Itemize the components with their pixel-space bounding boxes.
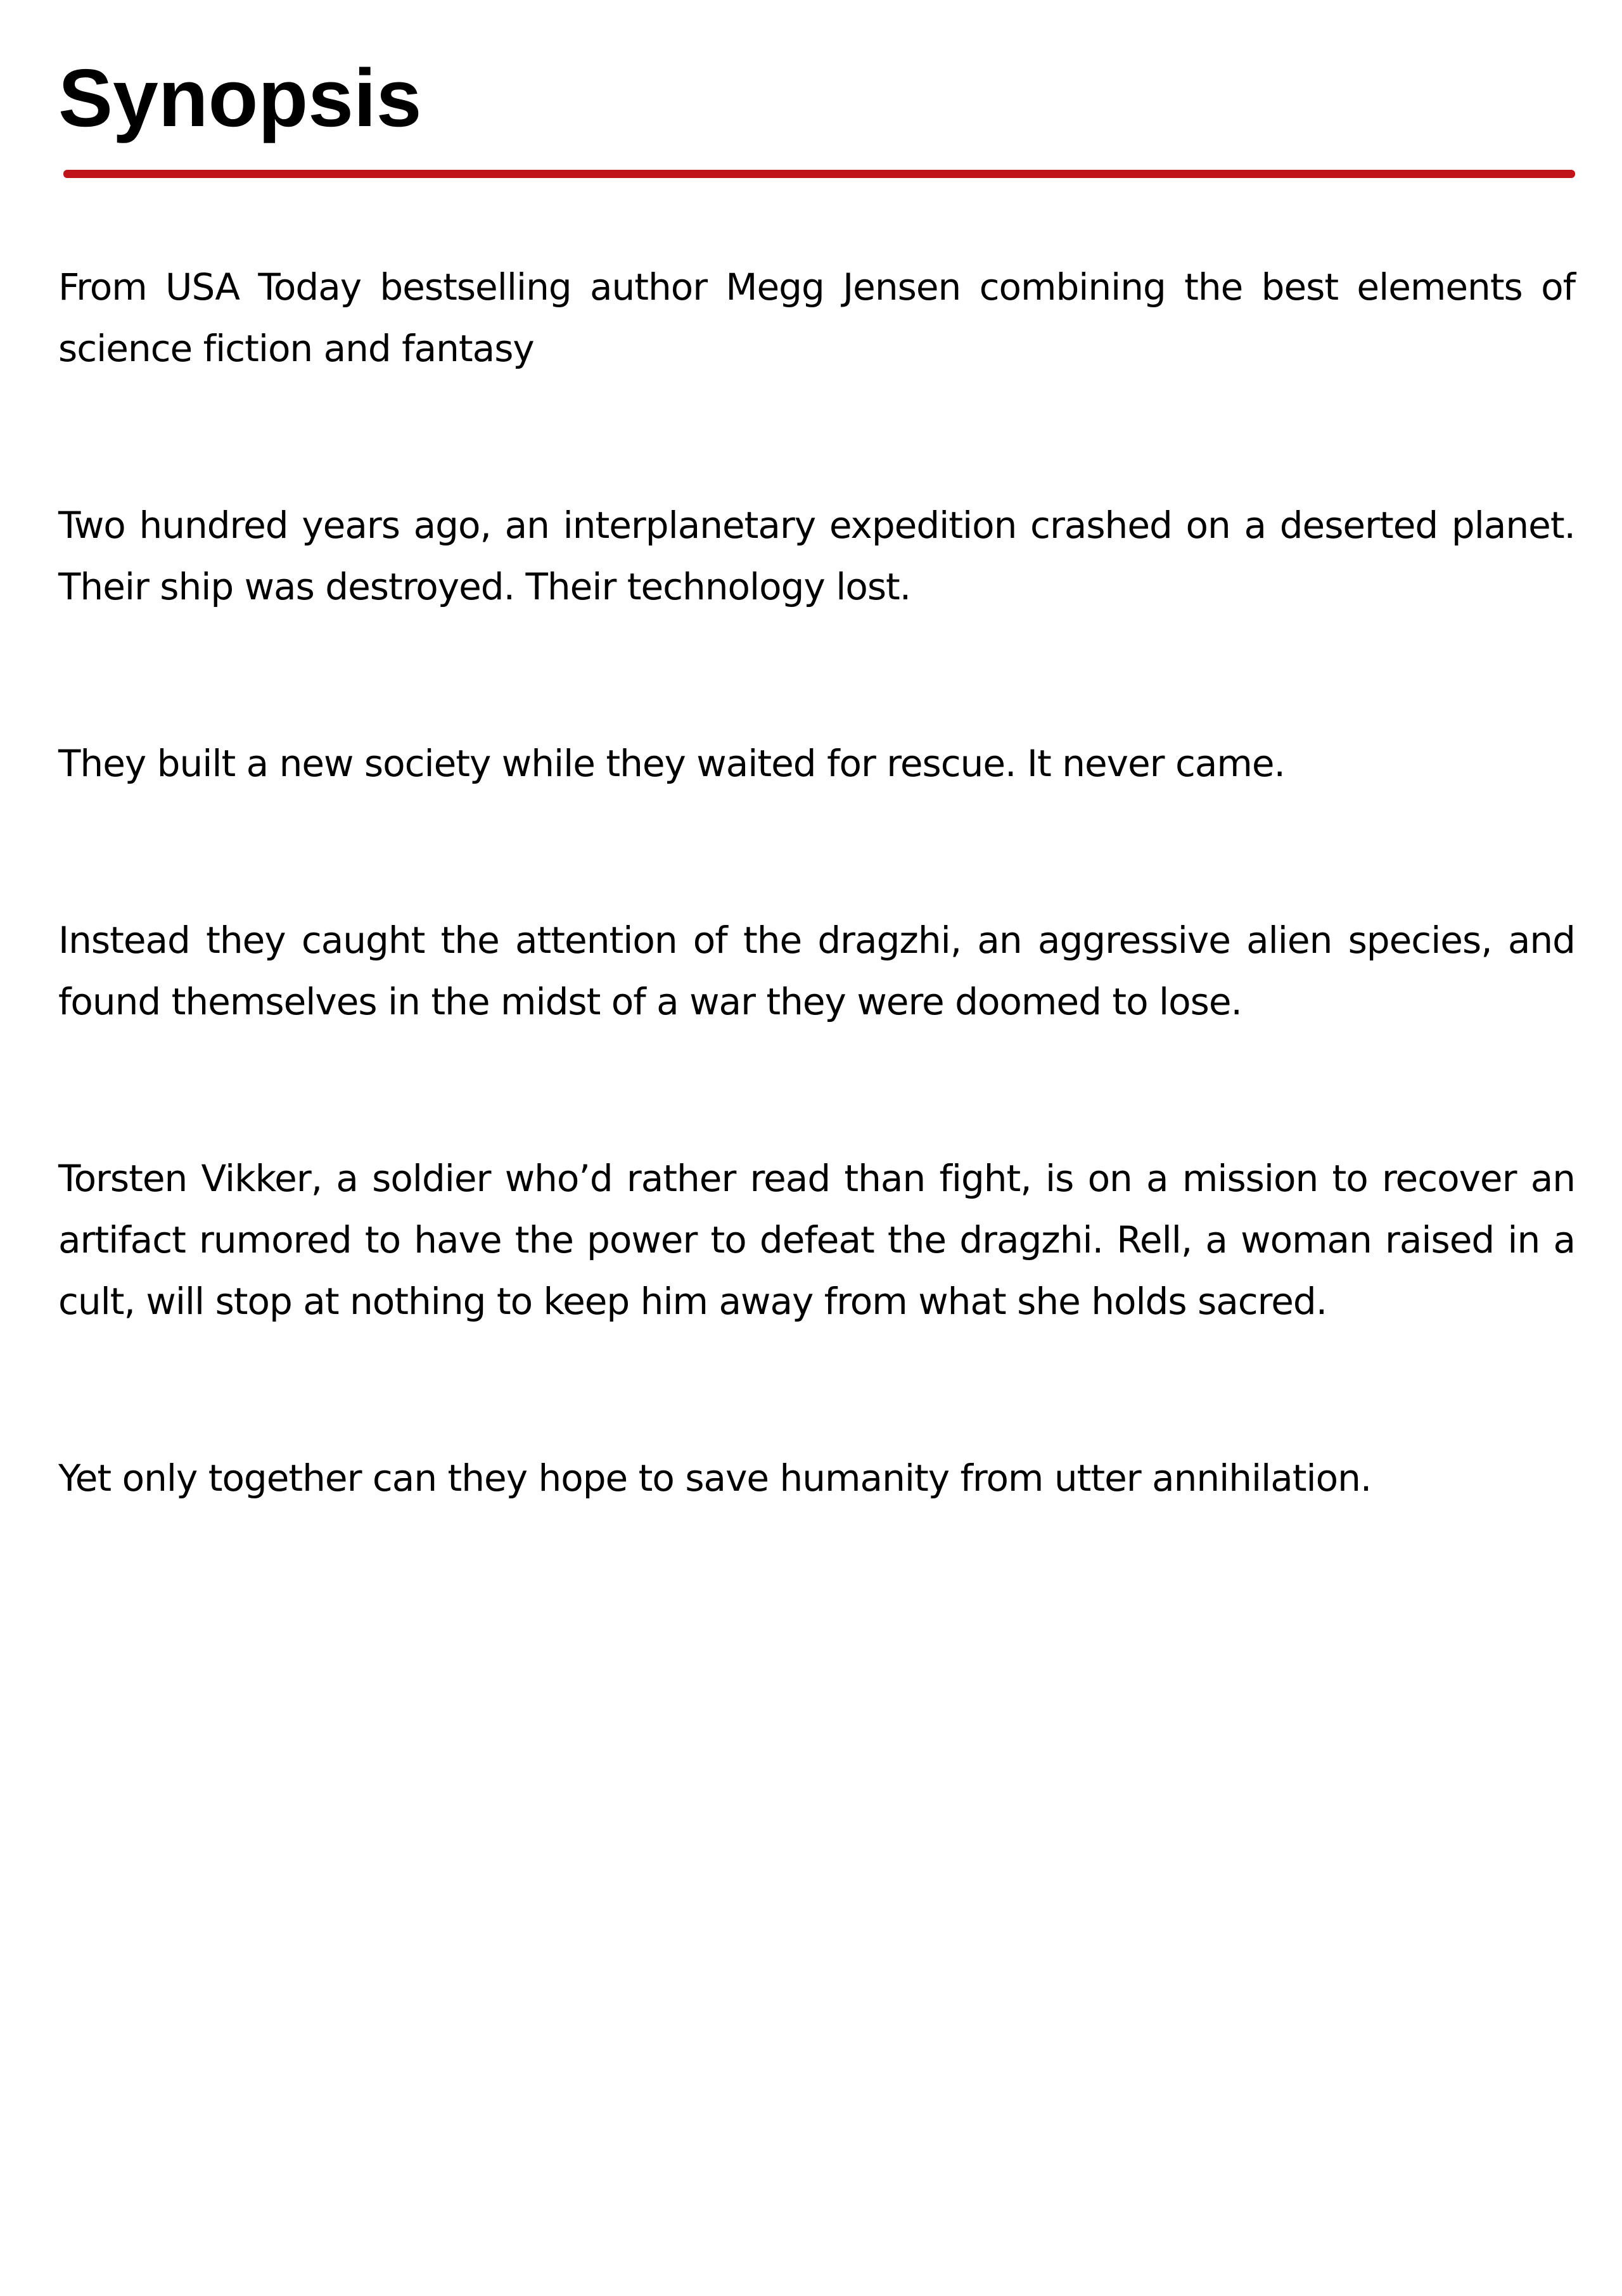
synopsis-body — [58, 257, 1575, 1509]
paragraph-3: They built a new society while they waited for rescue. It never came. — [58, 742, 1285, 785]
paragraph-4: Instead they caught the attention of the dragzhi, an aggressive alien species, and found themselves in the midst of a war they were doomed to lose. — [58, 919, 1575, 1023]
page-title: Synopsis — [58, 53, 422, 144]
paragraph-6: Yet only together can they hope to save humanity from utter annihilation. — [58, 1457, 1372, 1500]
title-divider — [63, 170, 1575, 178]
paragraph-5: Torsten Vikker, a soldier who’d rather read than fight, is on a mission to recover an artifact rumored to have the power to defeat the dragzhi. Rell, a woman raised in a cult, will stop at nothing to keep him away from what she holds sacred. — [58, 1157, 1575, 1323]
paragraph-1: From USA Today bestselling author Megg Jensen combining the best elements of science fiction and fantasy — [58, 265, 1575, 370]
paragraph-2: Two hundred years ago, an interplanetary expedition crashed on a deserted planet. Their ship was destroyed. Their technology lost. — [58, 504, 1575, 608]
